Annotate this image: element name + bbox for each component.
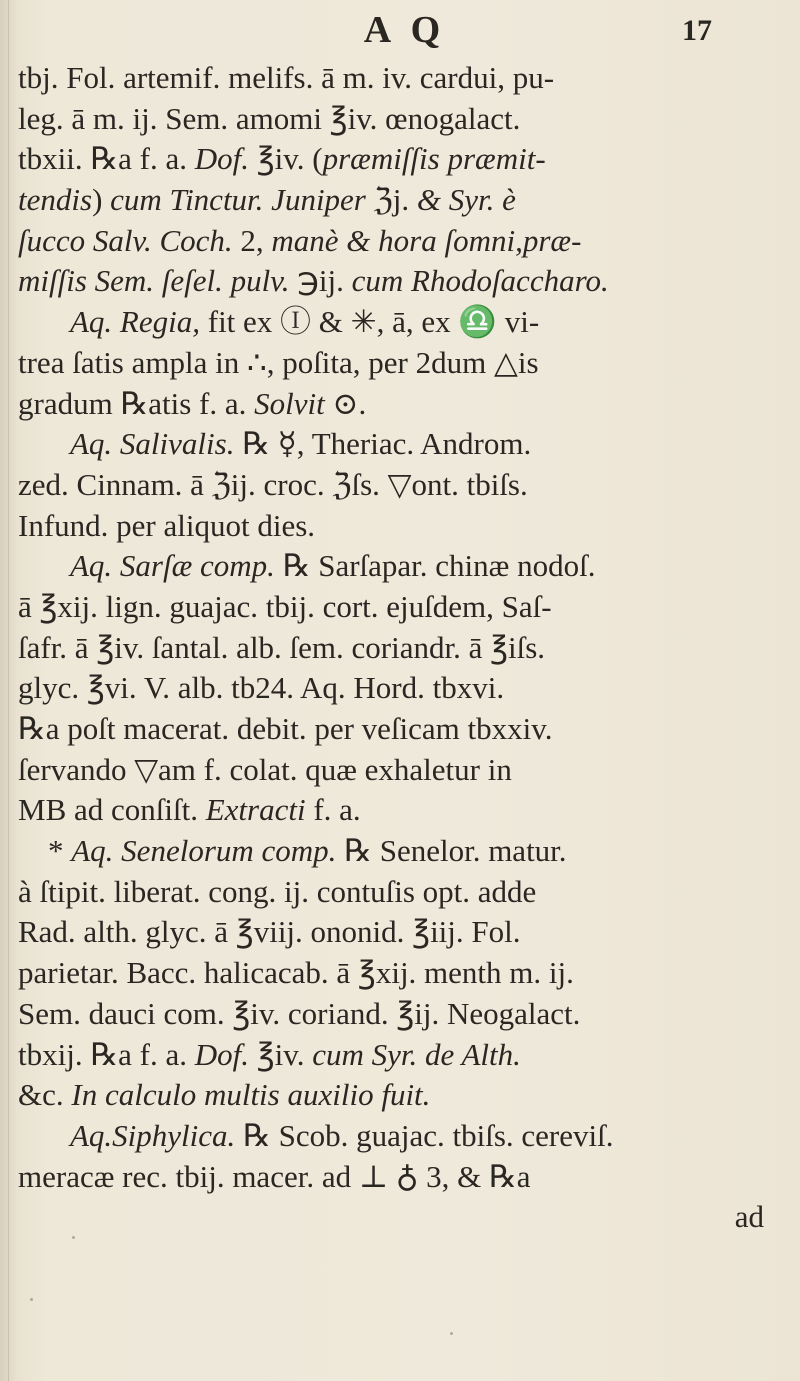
italic-text: Dof. — [194, 141, 249, 177]
roman-text: ad — [734, 1199, 764, 1235]
text-line — [18, 58, 778, 99]
body-text — [18, 58, 778, 1238]
roman-text: ⊙. — [324, 385, 367, 421]
text-line — [18, 912, 778, 953]
italic-text: miſſis Sem. ſeſel. pulv. — [18, 263, 290, 299]
roman-text: 2, — [232, 222, 272, 258]
roman-text: ℞ Senelor. matur. — [336, 833, 567, 869]
roman-text: Sem. dauci com. ℥iv. coriand. ℥ij. Neogalact. — [18, 995, 581, 1031]
text-line — [18, 424, 778, 465]
text-line — [18, 1035, 778, 1076]
page-number: 17 — [682, 14, 712, 47]
page-header — [0, 8, 800, 54]
text-line — [18, 546, 778, 587]
text-line — [18, 790, 778, 831]
text-line — [18, 343, 778, 384]
italic-text: ſucco Salv. Coch. — [18, 222, 233, 258]
roman-text: ) — [92, 182, 111, 218]
text-line — [18, 953, 778, 994]
text-line — [18, 628, 778, 669]
text-line — [18, 261, 778, 302]
roman-text: MB ad conſiſt. — [18, 792, 206, 828]
text-line — [18, 506, 778, 547]
text-line — [18, 994, 778, 1035]
text-line — [18, 750, 778, 791]
italic-text: Solvit — [254, 385, 325, 421]
roman-text: tbxij. ℞a f. a. — [18, 1036, 195, 1072]
catchword — [18, 1197, 778, 1238]
text-line — [18, 668, 778, 709]
roman-text: tbj. Fol. artemif. melifs. ā m. iv. cardui, pu- — [18, 60, 555, 95]
paper-fleck — [30, 1298, 33, 1301]
roman-text: ℞ Scob. guajac. tbiſs. cereviſ. — [235, 1117, 614, 1153]
roman-text: ℞ ☿, Theriac. Androm. — [234, 426, 532, 462]
italic-text: cum Rhodoſaccharo. — [351, 263, 609, 299]
italic-text: Dof. — [194, 1036, 249, 1072]
roman-text: meracæ rec. tbij. macer. ad ⊥ ♁ 3, & ℞a — [18, 1158, 531, 1194]
roman-text: ℈ij. — [289, 263, 352, 299]
italic-text: In calculo multis auxilio fuit. — [71, 1077, 431, 1113]
text-line — [18, 1075, 778, 1116]
text-line — [18, 1157, 778, 1198]
paper-fleck — [72, 1236, 75, 1239]
roman-text: trea ſatis ampla in ∴, poſita, per 2dum △is — [18, 344, 539, 380]
paper-fleck — [450, 1332, 453, 1335]
roman-text: tbxii. ℞a f. a. — [18, 141, 195, 177]
running-head: A Q — [363, 9, 447, 51]
roman-text: à ſtipit. liberat. cong. ij. contuſis opt. adde — [18, 873, 537, 909]
italic-text: Aq. Salivalis. — [70, 426, 235, 462]
text-line — [18, 1116, 778, 1157]
italic-text: Aq.Siphylica. — [70, 1117, 236, 1153]
italic-text: Extracti — [205, 792, 306, 828]
text-line — [18, 221, 778, 262]
italic-text: cum Syr. de Alth. — [312, 1036, 521, 1072]
italic-text: Aq. Regia, — [70, 304, 200, 340]
text-line — [18, 587, 778, 628]
text-line — [18, 831, 778, 872]
roman-text: ℥iv. ( — [248, 141, 323, 177]
roman-text: * — [48, 833, 72, 869]
roman-text: parietar. Bacc. halicacab. ā ℥xij. menth m. ij. — [18, 955, 574, 991]
roman-text: ℞ Sarſapar. chinæ nodoſ. — [274, 548, 596, 584]
roman-text: ā ℥xij. lign. guajac. tbij. cort. ejuſdem, Saſ- — [18, 588, 552, 624]
italic-text: & Syr. è — [416, 182, 516, 218]
roman-text: Rad. alth. glyc. ā ℥viij. ononid. ℥iij. Fol. — [18, 914, 521, 950]
italic-text: præmiſſis præmit- — [322, 141, 546, 177]
roman-text: glyc. ℥vi. V. alb. tb24. Aq. Hord. tbxvi. — [18, 670, 505, 706]
binding-line — [8, 0, 9, 1381]
text-line — [18, 180, 778, 221]
roman-text: zed. Cinnam. ā ℨij. croc. ℨſs. ▽ont. tbiſs. — [18, 466, 528, 502]
roman-text: &c. — [18, 1077, 72, 1113]
roman-text: ℞a poſt macerat. debit. per veſicam tbxxiv. — [18, 711, 553, 746]
roman-text: Infund. per aliquot dies. — [18, 507, 316, 543]
italic-text: manè & hora ſomni,præ- — [271, 222, 582, 258]
text-line — [18, 709, 778, 750]
roman-text: fit ex Ⓘ & ✳, ā, ex ♎ vi- — [200, 304, 540, 340]
roman-text: ℥iv. — [248, 1036, 313, 1072]
text-line — [18, 465, 778, 506]
text-line — [18, 872, 778, 913]
italic-text: Aq. Senelorum comp. — [71, 833, 337, 869]
roman-text: ſafr. ā ℥iv. ſantal. alb. ſem. coriandr. ā ℥iſs. — [18, 629, 546, 665]
text-line — [18, 302, 778, 343]
italic-text: cum Tinctur. Juniper — [110, 182, 366, 218]
text-line — [18, 384, 778, 425]
roman-text: f. a. — [305, 792, 361, 828]
italic-text: Aq. Sarſæ comp. — [70, 548, 275, 584]
roman-text: gradum ℞atis f. a. — [18, 385, 255, 421]
text-line — [18, 139, 778, 180]
text-line — [18, 99, 778, 140]
roman-text: ſervando ▽am f. colat. quæ exhaletur in — [18, 751, 512, 787]
roman-text: leg. ā m. ij. Sem. amomi ℥iv. œnogalact. — [18, 100, 521, 136]
italic-text: tendis — [18, 182, 93, 218]
roman-text: ℨj. — [365, 182, 417, 218]
